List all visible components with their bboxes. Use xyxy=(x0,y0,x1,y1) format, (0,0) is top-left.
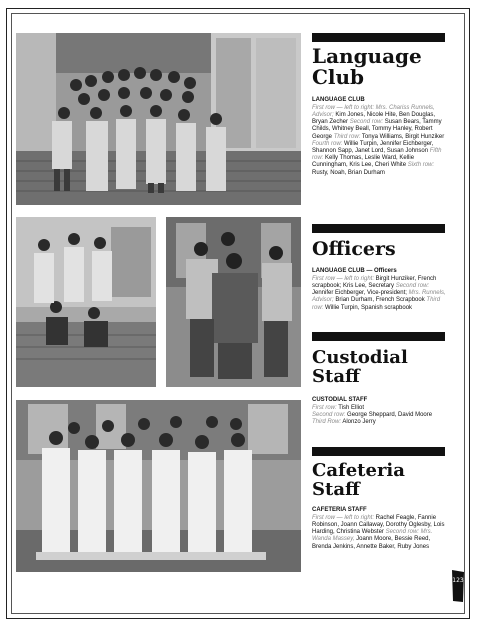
page-number: 123 xyxy=(452,577,464,584)
officers-caption: LANGUAGE CLUB — Officers First row — left to right: Birgit Hunziker, French scrapbook; Kris Lee, Secretary Second row: Jennifer Eichberger, Vice-president; Mrs. Runnels, Advisor; Brian Durham, French Scrapbook Third row: Willie Turpin, Spanish scrapbook xyxy=(312,268,446,311)
officers-rule xyxy=(312,224,445,233)
language-club-rule xyxy=(312,33,445,42)
cafeteria-photo xyxy=(16,400,301,572)
custodial-rule xyxy=(312,332,445,341)
custodial-title: Custodial Staff xyxy=(312,347,408,387)
language-club-photo xyxy=(16,33,301,205)
custodial-photo xyxy=(166,217,301,387)
language-club-caption: LANGUAGE CLUB First row — left to right: Mrs. Chariss Runnels, Advisor; Kim Jones, Nicole Hite, Ben Douglas, Bryan Zecher Second row: Susan Bears, Tammy Childs, Whitney Beall, Tommy Hanley, Robert George Third row: Tonya Williams, Birgit Hunziker Fourth row: Willie Turpin, Jennifer Eichberger, Shannon Sapp, Janet Lord, Susan Johnson Fifth row: Kelly Thomas, Leslie Ward, Kellie Cunningham, Kris Lee, Cheri White Sixth row: Rusty, Noah, Brian Durham xyxy=(312,97,445,176)
custodial-caption: CUSTODIAL STAFF First row: Tish Elliot Second row: George Sheppard, David Moore Third Row: Alonzo Jerry xyxy=(312,397,433,426)
cafeteria-title: Cafeteria Staff xyxy=(312,460,405,500)
officers-small-photo xyxy=(16,217,156,387)
cafeteria-rule xyxy=(312,447,445,456)
cafeteria-caption: CAFETERIA STAFF First row — left to right: Rachel Feagle, Fannie Robinson, Joann Callaway, Dorothy Oglesby, Lois Harding, Christina Webster Second row: Mrs. Wanda Massey, Joann Moore, Bessie Reed, Brenda Jenkins, Annette Baker, Ruby Jones xyxy=(312,507,445,550)
language-club-title: Language Club xyxy=(312,44,422,89)
page-number-tab xyxy=(450,568,466,604)
officers-title: Officers xyxy=(312,238,396,260)
